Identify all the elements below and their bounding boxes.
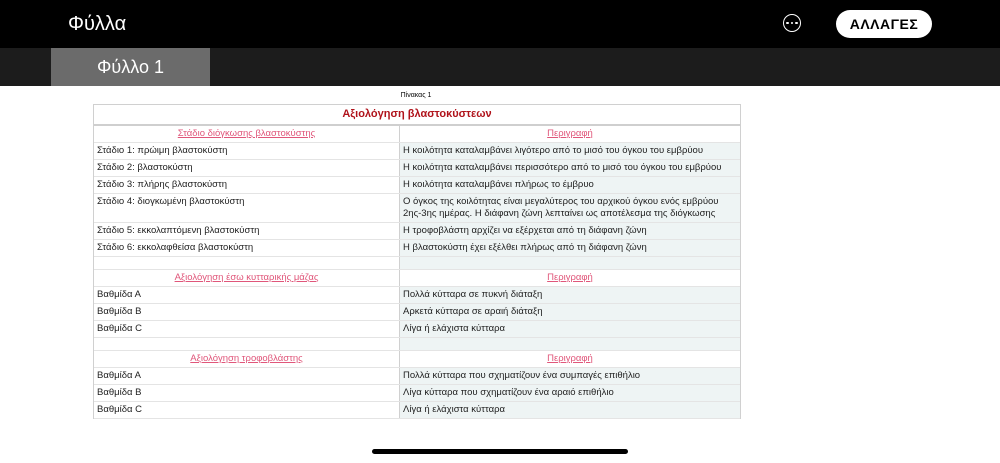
table-row bbox=[94, 321, 740, 338]
home-indicator bbox=[372, 449, 628, 454]
spacer-row bbox=[94, 257, 740, 270]
table-cell-stage[interactable]: Βαθμίδα C bbox=[94, 402, 400, 418]
table-cell-stage[interactable]: Βαθμίδα Α bbox=[94, 287, 400, 303]
section-header-label[interactable]: Στάδιο διόγκωσης βλαστοκύστης bbox=[94, 126, 400, 142]
table-cell-empty[interactable] bbox=[400, 338, 740, 350]
table-cell-stage[interactable]: Στάδιο 2: βλαστοκύστη bbox=[94, 160, 400, 176]
table-row bbox=[94, 160, 740, 177]
table-cell-description[interactable]: Η βλαστοκύστη έχει εξέλθει πλήρως από τη διάφανη ζώνη bbox=[400, 240, 740, 256]
table-cell-description[interactable]: Η κοιλότητα καταλαμβάνει λιγότερο από το μισό του όγκου του εμβρύου bbox=[400, 143, 740, 159]
table-cell-stage[interactable]: Στάδιο 5: εκκολαπτόμενη βλαστοκύστη bbox=[94, 223, 400, 239]
table-row bbox=[94, 287, 740, 304]
table-cell-empty[interactable] bbox=[94, 338, 400, 350]
table-row bbox=[94, 223, 740, 240]
section-header-description[interactable]: Περιγραφή bbox=[547, 128, 593, 139]
table-cell-empty[interactable] bbox=[400, 257, 740, 269]
table-row bbox=[94, 385, 740, 402]
table-row bbox=[94, 143, 740, 160]
table-cell-stage[interactable]: Βαθμίδα Β bbox=[94, 385, 400, 401]
ellipsis-circle-icon[interactable] bbox=[783, 14, 801, 32]
section-header-description[interactable]: Περιγραφή bbox=[547, 272, 593, 283]
table-row bbox=[94, 240, 740, 257]
app-title: Φύλλα bbox=[68, 13, 127, 35]
table-title: Αξιολόγηση βλαστοκύστεων bbox=[94, 105, 740, 126]
table-cell-stage[interactable]: Στάδιο 6: εκκολαφθείσα βλαστοκύστη bbox=[94, 240, 400, 256]
section-header-row bbox=[94, 270, 740, 287]
table-cell-description[interactable]: Η κοιλότητα καταλαμβάνει περισσότερο από το μισό του όγκου του εμβρύου bbox=[400, 160, 740, 176]
table-cell-empty[interactable] bbox=[94, 257, 400, 269]
changes-button[interactable]: ΑΛΛΑΓΕΣ bbox=[836, 10, 932, 38]
table-row bbox=[94, 368, 740, 385]
table-cell-stage[interactable]: Βαθμίδα C bbox=[94, 321, 400, 337]
top-bar bbox=[0, 0, 1000, 48]
table-cell-description[interactable]: Ο όγκος της κοιλότητας είναι μεγαλύτερος του αρχικού όγκου ενός εμβρύου 2ης-3ης ημέρας. Η διάφανη ζώνη λεπταίνει ως αποτέλεσμα της διόγκωσης bbox=[400, 194, 740, 222]
table-cell-description[interactable]: Πολλά κύτταρα που σχηματίζουν ένα συμπαγές επιθήλιο bbox=[400, 368, 740, 384]
table-cell-stage[interactable]: Στάδιο 4: διογκωμένη βλαστοκύστη bbox=[94, 194, 400, 222]
table-cell-description[interactable]: Πολλά κύτταρα σε πυκνή διάταξη bbox=[400, 287, 740, 303]
table-caption: Πίνακας 1 bbox=[400, 92, 432, 99]
table-body bbox=[94, 126, 740, 419]
sheet-view[interactable] bbox=[0, 86, 1000, 463]
section-header-row bbox=[94, 351, 740, 368]
tab-sheet-1[interactable]: Φύλλο 1 bbox=[51, 48, 210, 86]
section-header-label[interactable]: Αξιολόγηση τροφοβλάστης bbox=[94, 351, 400, 367]
spacer-row bbox=[94, 338, 740, 351]
table-row bbox=[94, 177, 740, 194]
table-row bbox=[94, 402, 740, 419]
table-cell-stage[interactable]: Βαθμίδα Β bbox=[94, 304, 400, 320]
table-cell-description[interactable]: Λίγα ή ελάχιστα κύτταρα bbox=[400, 402, 740, 418]
table-cell-description[interactable]: Η κοιλότητα καταλαμβάνει πλήρως το έμβρυο bbox=[400, 177, 740, 193]
table-cell-description[interactable]: Αρκετά κύτταρα σε αραιή διάταξη bbox=[400, 304, 740, 320]
section-header-description[interactable]: Περιγραφή bbox=[547, 353, 593, 364]
table-cell-stage[interactable]: Στάδιο 3: πλήρης βλαστοκύστη bbox=[94, 177, 400, 193]
section-header-row bbox=[94, 126, 740, 143]
table-row bbox=[94, 304, 740, 321]
table-cell-description[interactable]: Λίγα ή ελάχιστα κύτταρα bbox=[400, 321, 740, 337]
table-row bbox=[94, 194, 740, 223]
table-cell-description[interactable]: Η τροφοβλάστη αρχίζει να εξέρχεται από τη διάφανη ζώνη bbox=[400, 223, 740, 239]
sheet-tab-bar bbox=[0, 48, 1000, 86]
table-cell-stage[interactable]: Βαθμίδα Α bbox=[94, 368, 400, 384]
data-table bbox=[93, 104, 741, 419]
section-header-label[interactable]: Αξιολόγηση έσω κυτταρικής μάζας bbox=[94, 270, 400, 286]
table-cell-stage[interactable]: Στάδιο 1: πρώιμη βλαστοκύστη bbox=[94, 143, 400, 159]
table-cell-description[interactable]: Λίγα κύτταρα που σχηματίζουν ένα αραιό επιθήλιο bbox=[400, 385, 740, 401]
